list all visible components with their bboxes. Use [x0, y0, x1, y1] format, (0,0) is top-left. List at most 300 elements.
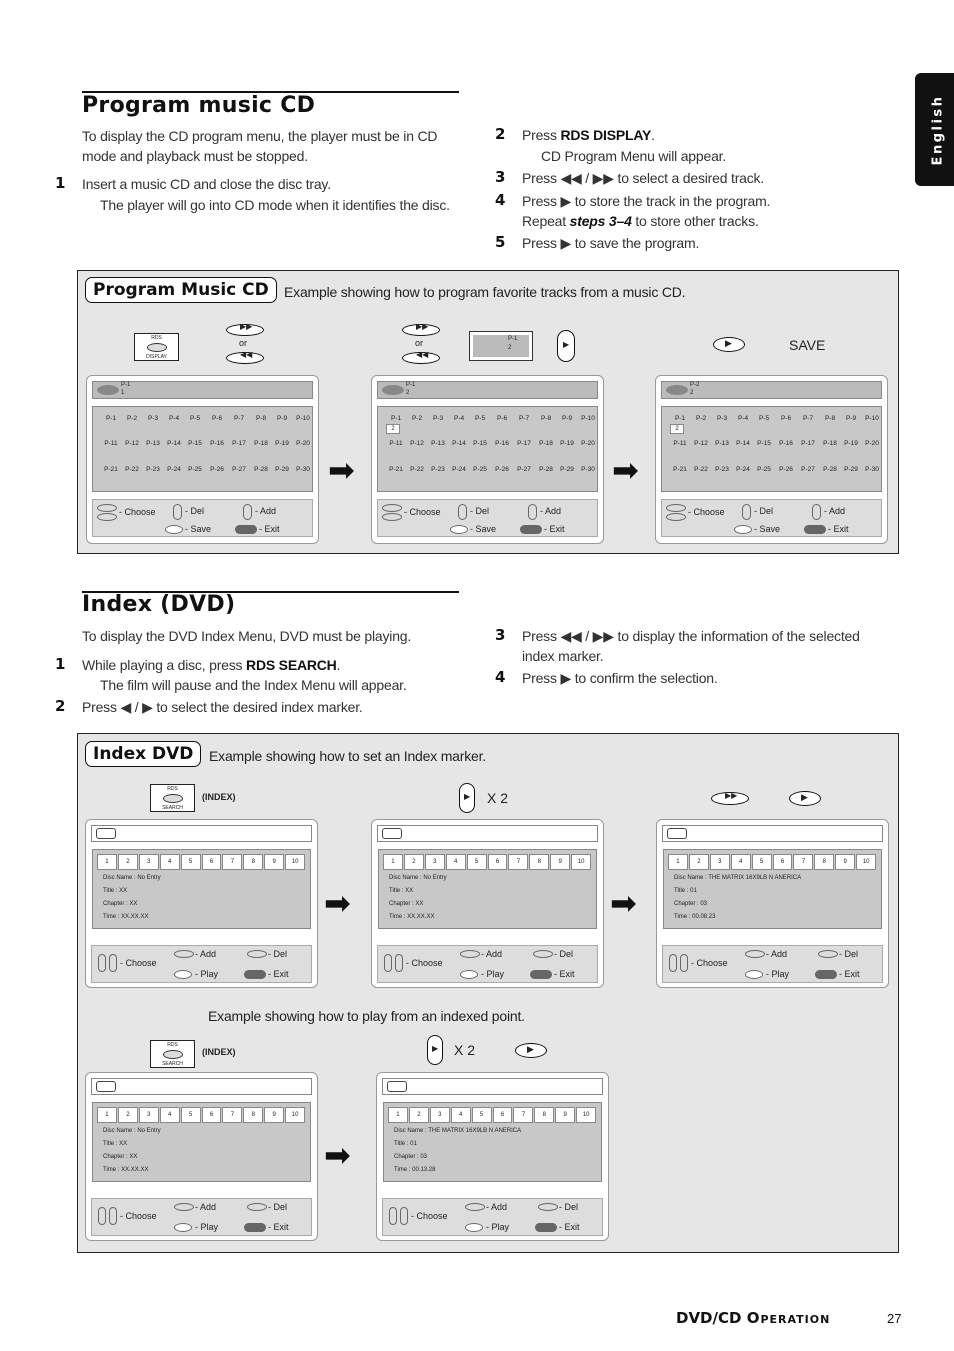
save-label: SAVE	[789, 337, 826, 353]
cd-menu-header	[377, 381, 598, 399]
program-slot: P-1	[390, 415, 402, 422]
choose-hint: - Choose	[411, 1211, 448, 1221]
title-text: Title : XX	[103, 888, 128, 894]
add-hint: - Add	[255, 506, 277, 516]
dvd-step4: Press ▶ to confirm the selection.	[522, 670, 718, 686]
right-icon	[528, 504, 537, 520]
index-marker-slot: 3	[139, 854, 159, 870]
exit-hint: - Exit	[268, 969, 289, 979]
play-icon	[450, 525, 468, 534]
program-slot: P-8	[540, 415, 552, 422]
index-marker-slot: 2	[404, 854, 424, 870]
index-marker-slot: 2	[689, 854, 709, 870]
program-slot: P-19	[560, 440, 574, 447]
program-slot: P-30	[581, 466, 595, 473]
program-slot: P-9	[276, 415, 288, 422]
fast-forward-icon	[745, 950, 765, 958]
del-hint: - Del	[268, 1202, 288, 1212]
program-slot: P-8	[824, 415, 836, 422]
del-hint: - Del	[268, 949, 288, 959]
up-down-icon	[97, 513, 117, 521]
cd-menu-header-track: 2	[406, 390, 410, 396]
cd-menu-header	[92, 381, 313, 399]
left-icon	[458, 504, 467, 520]
index-label: (INDEX)	[202, 1047, 236, 1057]
dvd-menu-header	[91, 1078, 312, 1095]
play-hint: - Play	[195, 1222, 219, 1232]
arrow-right-icon: ➡	[328, 452, 355, 488]
rds-display-button-icon: RDS DISPLAY	[134, 333, 179, 361]
program-slot: P-14	[452, 440, 466, 447]
left-right-icon	[98, 954, 106, 972]
chapter-text: Chapter : 03	[674, 901, 708, 907]
program-slot: P-5	[474, 415, 486, 422]
cd-program-menu-screen	[655, 375, 888, 544]
cd-panel-caption: Example showing how to program favorite tracks from a music CD.	[284, 284, 686, 300]
dvd-caption-2: Example showing how to play from an indexed point.	[208, 1008, 525, 1024]
program-slot: P-23	[715, 466, 729, 473]
program-slot: P-29	[275, 466, 289, 473]
time-text: Time : XX.XX.XX	[389, 914, 435, 920]
program-slot: P-5	[758, 415, 770, 422]
program-slot: P-21	[673, 466, 687, 473]
program-slot: P-19	[844, 440, 858, 447]
index-marker-slot: 1	[97, 854, 117, 870]
play-icon	[174, 1223, 192, 1232]
dvd-intro: To display the DVD Index Menu, DVD must be playing.	[82, 628, 412, 644]
dvd-index-menu-screen	[376, 1072, 609, 1241]
disc-icon	[382, 828, 402, 839]
dvd-menu-footer	[662, 945, 883, 983]
dvd-menu-footer	[91, 945, 312, 983]
program-slot: P-8	[255, 415, 267, 422]
del-hint: - Del	[470, 506, 490, 516]
cd-menu-footer	[377, 499, 598, 537]
index-marker-slot: 8	[243, 854, 263, 870]
dvd-step2-num: 2	[55, 697, 66, 715]
choose-hint: - Choose	[404, 507, 441, 517]
index-marker-slot: 10	[856, 854, 876, 870]
or-label-2: or	[415, 338, 424, 348]
index-marker-slot: 7	[222, 854, 242, 870]
program-slot-preview: P-1 2	[469, 331, 533, 361]
cd-step2-num: 2	[495, 125, 506, 143]
cd-program-menu-screen	[86, 375, 319, 544]
add-hint: - Add	[195, 1202, 217, 1212]
left-icon	[742, 504, 751, 520]
dvd-index-box	[92, 1102, 311, 1182]
disc-name-text: Disc Name : No Entry	[103, 1128, 161, 1134]
dvd-menu-footer	[91, 1198, 312, 1236]
program-slot: P-4	[168, 415, 180, 422]
cd-panel-title: Program Music CD	[85, 277, 277, 303]
chapter-text: Chapter : 03	[394, 1154, 428, 1160]
program-slot: P-24	[167, 466, 181, 473]
cd-step5-num: 5	[495, 233, 506, 251]
program-slot: P-14	[736, 440, 750, 447]
cd-step2-sub: CD Program Menu will appear.	[541, 148, 727, 164]
program-slot: P-24	[452, 466, 466, 473]
chapter-text: Chapter : XX	[103, 901, 138, 907]
program-slot: P-9	[845, 415, 857, 422]
play-icon	[165, 525, 183, 534]
program-slot: P-6	[780, 415, 792, 422]
program-slot: P-2	[695, 415, 707, 422]
cd-step4-num: 4	[495, 191, 506, 209]
program-slot: P-18	[539, 440, 553, 447]
program-slot: P-19	[275, 440, 289, 447]
rewind-icon: ◀◀	[402, 352, 440, 364]
program-slot: P-16	[779, 440, 793, 447]
index-marker-slot: 6	[202, 1107, 222, 1123]
choose-hint: - Choose	[688, 507, 725, 517]
play-icon	[745, 970, 763, 979]
program-slot: P-4	[453, 415, 465, 422]
cd-step5: Press ▶ to save the program.	[522, 235, 700, 251]
fast-forward-icon	[174, 1203, 194, 1211]
program-slot: P-3	[147, 415, 159, 422]
program-slot: P-10	[296, 415, 310, 422]
right-icon	[243, 504, 252, 520]
exit-icon	[804, 525, 826, 534]
fast-forward-icon: ▶▶	[711, 792, 749, 805]
dvd-menu-header	[377, 825, 598, 842]
program-slot: P-22	[125, 466, 139, 473]
dvd-step1-num: 1	[55, 655, 66, 673]
index-marker-slot: 3	[430, 1107, 450, 1123]
dvd-index-menu-screen	[371, 819, 604, 988]
rewind-icon	[247, 950, 267, 958]
save-hint: - Save	[470, 524, 497, 534]
play-button-icon: ▶	[713, 337, 745, 352]
play-button-icon: ▶	[789, 791, 821, 806]
left-right-icon	[395, 954, 403, 972]
save-hint: - Save	[185, 524, 212, 534]
index-marker-slot: 7	[508, 854, 528, 870]
disc-icon	[666, 385, 688, 395]
index-marker-slot: 1	[668, 854, 688, 870]
program-slot: P-14	[167, 440, 181, 447]
dvd-index-box	[92, 849, 311, 929]
program-slot: P-22	[410, 466, 424, 473]
exit-icon	[244, 1223, 266, 1232]
program-slot: P-28	[823, 466, 837, 473]
cd-step3-num: 3	[495, 168, 506, 186]
play-hint: - Play	[766, 969, 790, 979]
program-slot: P-27	[517, 466, 531, 473]
program-entry: 2	[386, 424, 400, 434]
dvd-step3-num: 3	[495, 626, 506, 644]
exit-hint: - Exit	[559, 1222, 580, 1232]
dvd-step1: While playing a disc, press RDS SEARCH.	[82, 657, 341, 673]
title-text: Title : XX	[389, 888, 414, 894]
cd-step4: Press ▶ to store the track in the program.	[522, 193, 771, 209]
add-hint: - Add	[486, 1202, 508, 1212]
rewind-icon	[538, 1203, 558, 1211]
fast-forward-icon	[174, 950, 194, 958]
dvd-menu-footer	[377, 945, 598, 983]
rds-search-button-icon: RDS SEARCH	[150, 784, 195, 812]
rewind-icon	[247, 1203, 267, 1211]
program-slot: P-9	[561, 415, 573, 422]
exit-hint: - Exit	[828, 524, 849, 534]
exit-icon	[235, 525, 257, 534]
cd-step4-repeat: Repeat steps 3–4 to store other tracks.	[522, 213, 759, 229]
cd-step1-num: 1	[55, 174, 66, 192]
index-marker-slot: 1	[388, 1107, 408, 1123]
play-hint: - Play	[486, 1222, 510, 1232]
program-slot: P-15	[188, 440, 202, 447]
cd-program-menu-screen	[371, 375, 604, 544]
cd-step1-sub: The player will go into CD mode when it identifies the disc.	[100, 197, 450, 213]
left-icon	[173, 504, 182, 520]
index-marker-slot: 2	[118, 1107, 138, 1123]
index-marker-slot: 1	[97, 1107, 117, 1123]
index-marker-slot: 1	[383, 854, 403, 870]
dvd-index-menu-screen	[85, 1072, 318, 1241]
program-slot: P-23	[146, 466, 160, 473]
chapter-text: Chapter : XX	[103, 1154, 138, 1160]
up-down-icon	[666, 504, 686, 512]
choose-hint: - Choose	[119, 507, 156, 517]
index-label: (INDEX)	[202, 792, 236, 802]
rewind-icon	[818, 950, 838, 958]
program-slot: P-23	[431, 466, 445, 473]
cd-menu-header-track: 1	[121, 390, 125, 396]
program-slot: P-30	[865, 466, 879, 473]
program-slot: P-29	[560, 466, 574, 473]
index-marker-slot: 10	[285, 1107, 305, 1123]
save-hint: - Save	[754, 524, 781, 534]
footer-section: DVD/CD Operation	[676, 1309, 831, 1327]
program-slot: P-1	[105, 415, 117, 422]
cd-menu-header-program: P-1	[406, 382, 416, 388]
times-two-label: X 2	[454, 1042, 476, 1058]
index-marker-slot: 3	[710, 854, 730, 870]
disc-name-text: Disc Name : THE MATRIX 16X9LB N ANERICA	[674, 875, 802, 881]
index-marker-slot: 7	[513, 1107, 533, 1123]
time-text: Time : XX.XX.XX	[103, 914, 149, 920]
program-slot: P-5	[189, 415, 201, 422]
program-entry: 2	[670, 424, 684, 434]
index-marker-slot: 9	[835, 854, 855, 870]
disc-icon	[667, 828, 687, 839]
program-slot: P-27	[801, 466, 815, 473]
cd-example-panel	[77, 270, 899, 554]
cd-menu-header	[661, 381, 882, 399]
choose-hint: - Choose	[406, 958, 443, 968]
right-icon	[812, 504, 821, 520]
cd-program-grid	[661, 406, 882, 492]
index-marker-slot: 5	[752, 854, 772, 870]
disc-name-text: Disc Name : THE MATRIX 16X9LB N ANERICA	[394, 1128, 522, 1134]
play-hint: - Play	[481, 969, 505, 979]
program-slot: P-20	[865, 440, 879, 447]
language-tab-label: English	[930, 94, 946, 166]
program-slot: P-11	[673, 440, 687, 447]
right-button-icon: ▶	[459, 783, 475, 813]
dvd-index-box	[383, 1102, 602, 1182]
program-slot: P-7	[233, 415, 245, 422]
title-text: Title : 01	[674, 888, 697, 894]
left-right-icon	[109, 954, 117, 972]
dvd-menu-header	[382, 1078, 603, 1095]
index-marker-slot: 10	[571, 854, 591, 870]
program-slot: P-26	[779, 466, 793, 473]
program-slot: P-10	[581, 415, 595, 422]
cd-menu-header-track: 2	[690, 390, 694, 396]
index-marker-slot: 2	[118, 854, 138, 870]
play-icon	[734, 525, 752, 534]
right-button-icon: ▶	[557, 330, 575, 362]
program-slot: P-26	[210, 466, 224, 473]
play-icon	[465, 1223, 483, 1232]
program-slot: P-7	[518, 415, 530, 422]
up-down-icon	[382, 513, 402, 521]
dvd-caption-1: Example showing how to set an Index marker.	[209, 748, 486, 764]
program-slot: P-15	[473, 440, 487, 447]
arrow-right-icon: ➡	[612, 452, 639, 488]
program-slot: P-25	[473, 466, 487, 473]
exit-icon	[815, 970, 837, 979]
program-slot: P-12	[694, 440, 708, 447]
program-slot: P-11	[389, 440, 403, 447]
index-marker-slot: 2	[409, 1107, 429, 1123]
del-hint: - Del	[839, 949, 859, 959]
program-slot: P-13	[431, 440, 445, 447]
index-marker-slot: 6	[488, 854, 508, 870]
cd-step3: Press ◀◀ / ▶▶ to select a desired track.	[522, 170, 765, 186]
del-hint: - Del	[185, 506, 205, 516]
add-hint: - Add	[824, 506, 846, 516]
left-right-icon	[389, 1207, 397, 1225]
dvd-menu-header	[662, 825, 883, 842]
arrow-right-icon: ➡	[610, 885, 637, 921]
or-label-1: or	[239, 338, 248, 348]
program-slot: P-27	[232, 466, 246, 473]
cd-menu-header-program: P-1	[121, 382, 131, 388]
exit-hint: - Exit	[544, 524, 565, 534]
program-slot: P-28	[254, 466, 268, 473]
program-slot: P-13	[715, 440, 729, 447]
exit-hint: - Exit	[268, 1222, 289, 1232]
program-slot: P-16	[495, 440, 509, 447]
program-slot: P-22	[694, 466, 708, 473]
index-marker-slot: 6	[773, 854, 793, 870]
index-marker-slot: 6	[493, 1107, 513, 1123]
program-slot: P-17	[232, 440, 246, 447]
title-text: Title : XX	[103, 1141, 128, 1147]
cd-menu-footer	[92, 499, 313, 537]
up-down-icon	[666, 513, 686, 521]
program-slot: P-20	[581, 440, 595, 447]
program-slot: P-3	[432, 415, 444, 422]
exit-hint: - Exit	[259, 524, 280, 534]
index-marker-slot: 4	[731, 854, 751, 870]
time-text: Time : 00.08.23	[674, 914, 716, 920]
dvd-index-menu-screen	[85, 819, 318, 988]
index-marker-slot: 9	[264, 1107, 284, 1123]
exit-icon	[535, 1223, 557, 1232]
program-slot: P-16	[210, 440, 224, 447]
disc-icon	[382, 385, 404, 395]
program-slot: P-6	[496, 415, 508, 422]
exit-icon	[530, 970, 552, 979]
index-marker-slot: 8	[814, 854, 834, 870]
index-marker-slot: 8	[529, 854, 549, 870]
program-slot: P-7	[802, 415, 814, 422]
play-icon	[174, 970, 192, 979]
chapter-text: Chapter : XX	[389, 901, 424, 907]
program-slot: P-6	[211, 415, 223, 422]
dvd-step4-num: 4	[495, 668, 506, 686]
fast-forward-icon: ▶▶	[226, 324, 264, 336]
choose-hint: - Choose	[120, 1211, 157, 1221]
index-marker-slot: 3	[139, 1107, 159, 1123]
index-marker-slot: 10	[576, 1107, 596, 1123]
dvd-menu-header	[91, 825, 312, 842]
index-marker-slot: 5	[181, 1107, 201, 1123]
add-hint: - Add	[481, 949, 503, 959]
program-slot: P-30	[296, 466, 310, 473]
rewind-icon: ◀◀	[226, 352, 264, 364]
disc-icon	[96, 828, 116, 839]
arrow-right-icon: ➡	[324, 1137, 351, 1173]
program-slot: P-11	[104, 440, 118, 447]
program-slot: P-21	[389, 466, 403, 473]
program-slot: P-18	[254, 440, 268, 447]
index-marker-slot: 4	[451, 1107, 471, 1123]
fast-forward-icon	[465, 1203, 485, 1211]
index-marker-slot: 7	[222, 1107, 242, 1123]
time-text: Time : 00.13.28	[394, 1167, 436, 1173]
disc-icon	[387, 1081, 407, 1092]
left-right-icon	[98, 1207, 106, 1225]
disc-name-text: Disc Name : No Entry	[103, 875, 161, 881]
index-marker-slot: 5	[472, 1107, 492, 1123]
arrow-right-icon: ➡	[324, 885, 351, 921]
dvd-panel-title: Index DVD	[85, 741, 201, 767]
play-icon	[460, 970, 478, 979]
program-slot: P-4	[737, 415, 749, 422]
program-slot: P-2	[126, 415, 138, 422]
program-slot: P-25	[757, 466, 771, 473]
left-right-icon	[669, 954, 677, 972]
fast-forward-icon: ▶▶	[402, 324, 440, 336]
program-slot: P-15	[757, 440, 771, 447]
index-marker-slot: 10	[285, 854, 305, 870]
cd-step2: Press RDS DISPLAY.	[522, 127, 655, 143]
program-slot: P-17	[517, 440, 531, 447]
dvd-menu-footer	[382, 1198, 603, 1236]
program-slot: P-12	[410, 440, 424, 447]
index-marker-slot: 4	[160, 854, 180, 870]
add-hint: - Add	[766, 949, 788, 959]
cd-step1: Insert a music CD and close the disc tray.	[82, 176, 331, 192]
dvd-step1-sub: The film will pause and the Index Menu will appear.	[100, 677, 407, 693]
language-tab	[915, 73, 954, 186]
cd-menu-header-program: P-2	[690, 382, 700, 388]
section-title-cd: Program music CD	[82, 93, 316, 118]
up-down-icon	[97, 504, 117, 512]
disc-name-text: Disc Name : No Entry	[389, 875, 447, 881]
program-slot: P-21	[104, 466, 118, 473]
exit-icon	[520, 525, 542, 534]
up-down-icon	[382, 504, 402, 512]
left-right-icon	[384, 954, 392, 972]
cd-intro: To display the CD program menu, the player must be in CD mode and playback must be stopped.	[82, 128, 438, 164]
exit-hint: - Exit	[839, 969, 860, 979]
